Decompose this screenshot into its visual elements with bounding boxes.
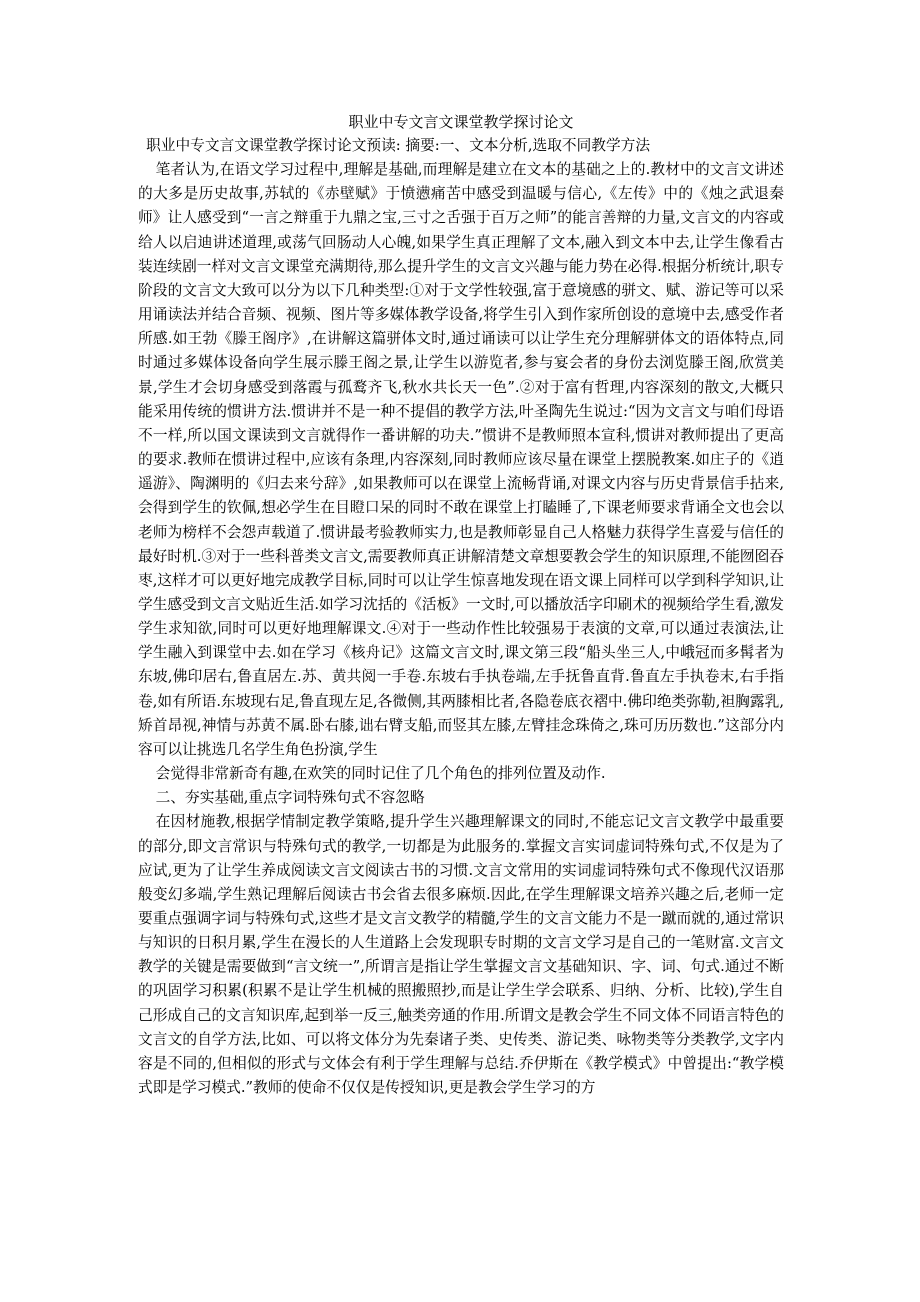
document-page [138, 110, 784, 1100]
body-paragraph-2: 会觉得非常新奇有趣,在欢笑的同时记住了几个角色的排列位置及动作. [155, 765, 606, 783]
body-paragraph-1: 笔者认为,在语文学习过程中,理解是基础,而理解是建立在文本的基础之上的.教材中的文言文讲述的大多是历史故事,苏轼的《赤壁赋》于愤懑痛苦中感受到温暖与信心,《左传》中的《烛之武退秦师》让人感受到“一言之辩重于九鼎之宝,三寸之舌强于百万之师”的能言善辩的力量,文言文的内容或给人以启迪讲述道理,或荡气回肠动人心魄,如果学生真正理解了文本,融入到文本中去,让学生像看古装连续剧一样对文言文课堂充满期待,那么提升学生的文言文兴趣与能力势在必得.根据分析统计,职专阶段的文言文大致可以分为以下几种类型:①对于文学性较强,富于意境感的骈文、赋、游记等可以采用诵读法并结合音频、视频、图片等多媒体教学设备,将学生引入到作家所创设的意境中去,感受作者所感.如王勃《滕王阁序》,在讲解这篇骈体文时,通过诵读可以让学生充分理解骈体文的语体特点,同时通过多媒体设备向学生展示滕王阁之景,让学生以游览者,参与宴会者的身份去浏览滕王阁,欣赏美景,学生才会切身感受到落霞与孤鹜齐飞,秋水共长天一色”.②对于富有哲理,内容深刻的散文,大概只能采用传统的惯讲方法.惯讲并不是一种不提倡的教学方法,叶圣陶先生说过:“因为文言文与咱们母语不一样,所以国文课读到文言就得作一番讲解的功夫.”惯讲不是教师照本宣科,惯讲对教师提出了更高的要求.教师在惯讲过程中,应该有条理,内容深刻,同时教师应该尽量在课堂上摆脱教案.如庄子的《逍遥游》、陶渊明的《归去来兮辞》,如果教师可以在课堂上流畅背诵,对课文内容与历史背景信手拈来,会得到学生的钦佩,想必学生在目瞪口呆的同时不敢在课堂上打瞌睡了,下课老师要求背诵全文也会以老师为榜样不会怨声载道了.惯讲最考验教师实力,也是教师彰显自己人格魅力获得学生喜爱与信任的最好时机.③对于一些科普类文言文,需要教师真正讲解清楚文章想要教会学生的知识原理,不能囫囵吞枣,这样才可以更好地完成教学目标,同时可以让学生惊喜地发现在语文课上同样可以学到科学知识,让学生感受到文言文贴近生活.如学习沈括的《活板》一文时,可以播放活字印刷术的视频给学生看,激发学生求知欲,同时可以更好地理解课文.④对于一些动作性比较强易于表演的文章,可以通过表演法,让学生融入到课堂中去.如在学习《核舟记》这篇文言文时,课文第三段“船头坐三人,中峨冠而多髯者为东坡,佛印居右,鲁直居左.苏、黄共阅一手卷.东坡右手执卷端,左手抚鲁直背.鲁直左手执卷末,右手指卷,如有所语.东坡现右足,鲁直现左足,各微侧,其两膝相比者,各隐卷底衣褶中.佛印绝类弥勒,袒胸露乳,矫首昂视,神情与苏黄不属.卧右膝,诎右臂支船,而竖其左膝,左臂挂念珠倚之,珠可历历数也.”这部分内容可以让挑选几名学生角色扮演,学生 [138, 161, 784, 758]
section-paragraph: 在因材施教,根据学情制定教学策略,提升学生兴趣理解课文的同时,不能忘记文言文教学中最重要的部分,即文言常识与特殊句式的教学,一切都是为此服务的.掌握文言实词虚词特殊句式,不仅是为了应试,更为了让学生养成阅读文言文阅读古书的习惯.文言文常用的实词虚词特殊句式不像现代汉语那般变幻多端,学生熟记理解后阅读古书会省去很多麻烦.因此,在学生理解课文培养兴趣之后,老师一定要重点强调字词与特殊句式,这些才是文言文教学的精髓,学生的文言文能力不是一蹴而就的,通过常识与知识的日积月累,学生在漫长的人生道路上会发现职专时期的文言文学习是自己的一笔财富.文言文教学的关键是需要做到“言文统一”,所谓言是指让学生掌握文言文基础知识、字、词、句式.通过不断的巩固学习积累(积累不是让学生机械的照搬照抄,而是让学生学会联系、归纳、分析、比较),学生自己形成自己的文言知识库,起到举一反三,触类旁通的作用.所谓文是教会学生不同文体不同语言特色的文言文的自学方法,比如、可以将文体分为先秦诸子类、史传类、游记类、咏物类等分类教学,文字内容是不同的,但相似的形式与文体会有利于学生理解与总结.乔伊斯在《教学模式》中曾提出:“教学模式即是学习模式.”教师的使命不仅仅是传授知识,更是教会学生学习的方 [138, 813, 784, 1097]
document-title: 职业中专文言文课堂教学探讨论文 [348, 113, 574, 131]
section-heading: 二、夯实基础,重点字词特殊句式不容忽略 [155, 789, 425, 807]
summary-line: 职业中专文言文课堂教学探讨论文预读: 摘要:一、文本分析,选取不同教学方法 [146, 137, 651, 154]
